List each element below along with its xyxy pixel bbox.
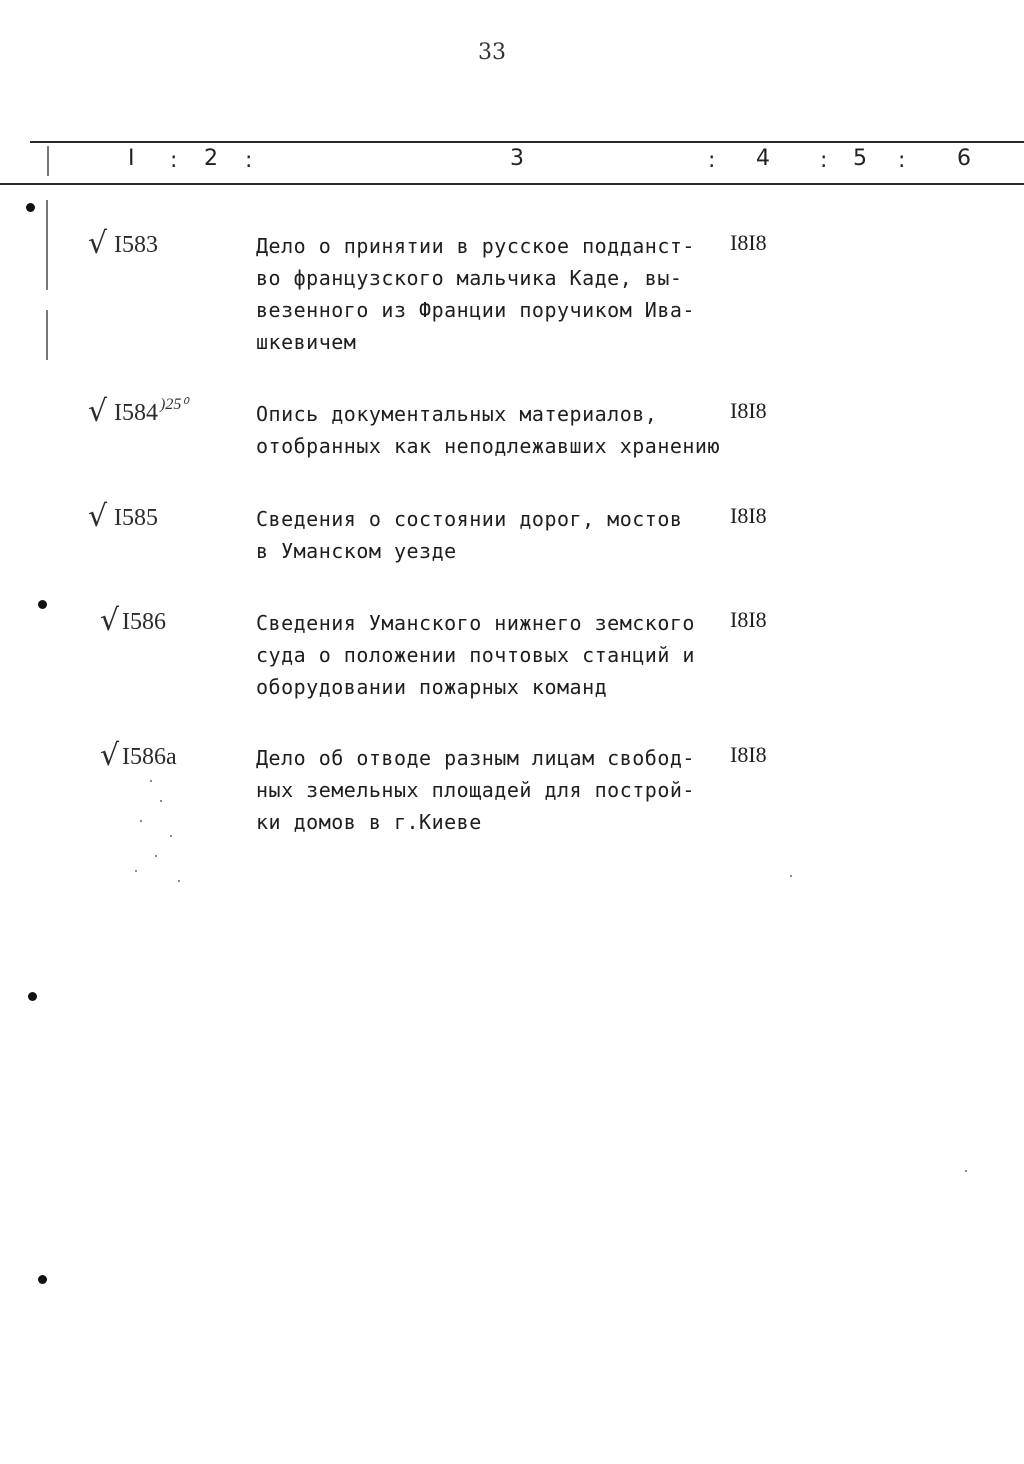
column-header-1: I bbox=[128, 146, 135, 171]
scan-speck bbox=[160, 800, 162, 802]
margin-mark bbox=[46, 200, 48, 290]
margin-mark bbox=[47, 146, 49, 176]
scan-speck bbox=[965, 1170, 967, 1172]
punch-hole-mark bbox=[38, 600, 47, 609]
punch-hole-mark bbox=[38, 1275, 47, 1284]
column-header-row bbox=[0, 146, 1024, 176]
entry-description bbox=[256, 398, 726, 462]
entry-number: I585 bbox=[114, 505, 158, 531]
description-line: везенного из Франции поручиком Ива- bbox=[256, 298, 695, 322]
column-header-5: 5 bbox=[853, 146, 867, 171]
scan-speck bbox=[170, 835, 172, 837]
scan-speck bbox=[140, 820, 142, 822]
description-line: Дело об отводе разным лицам свобод- bbox=[256, 746, 695, 770]
scan-speck bbox=[150, 780, 152, 782]
checkmark-icon: √ bbox=[88, 394, 108, 429]
description-line: отобранных как неподлежавших хранению bbox=[256, 434, 721, 458]
scan-speck bbox=[790, 875, 792, 877]
column-separator: : bbox=[170, 148, 178, 173]
entry-number: I586 bbox=[122, 609, 166, 635]
entry-description bbox=[256, 742, 726, 838]
punch-hole-mark bbox=[28, 992, 37, 1001]
entry-number: I583 bbox=[114, 232, 158, 258]
column-separator: : bbox=[708, 148, 716, 173]
description-line: суда о положении почтовых станций и bbox=[256, 643, 695, 667]
entry-year: I8I8 bbox=[730, 742, 767, 767]
entry-number: I586а bbox=[122, 744, 177, 770]
column-header-4: 4 bbox=[756, 146, 770, 171]
page-number: 33 bbox=[478, 40, 506, 65]
entry-description bbox=[256, 230, 726, 358]
column-header-3: 3 bbox=[510, 146, 524, 171]
margin-mark bbox=[46, 310, 48, 360]
column-header-2: 2 bbox=[204, 146, 218, 171]
description-line: ки домов в г.Киеве bbox=[256, 810, 482, 834]
description-line: ных земельных площадей для построй- bbox=[256, 778, 695, 802]
description-line: шкевичем bbox=[256, 330, 357, 354]
description-line: Сведения Уманского нижнего земского bbox=[256, 611, 695, 635]
table-top-rule bbox=[30, 141, 1024, 143]
entry-year: I8I8 bbox=[730, 607, 767, 632]
checkmark-icon: √ bbox=[100, 603, 120, 638]
handwritten-note: )25⁰ bbox=[160, 396, 188, 413]
scan-speck bbox=[135, 870, 137, 872]
entry-year: I8I8 bbox=[730, 230, 767, 255]
description-line: Сведения о состоянии дорог, мостов bbox=[256, 507, 683, 531]
checkmark-icon: √ bbox=[100, 738, 120, 773]
entry-description bbox=[256, 607, 726, 703]
column-separator: : bbox=[245, 148, 253, 173]
column-separator: : bbox=[898, 148, 906, 173]
description-line: Дело о принятии в русское подданст- bbox=[256, 234, 695, 258]
checkmark-icon: √ bbox=[88, 499, 108, 534]
punch-hole-mark bbox=[26, 203, 35, 212]
scan-speck bbox=[178, 880, 180, 882]
table-header-rule bbox=[0, 183, 1024, 185]
column-header-6: 6 bbox=[957, 146, 971, 171]
description-line: Опись документальных материалов, bbox=[256, 402, 658, 426]
checkmark-icon: √ bbox=[88, 226, 108, 261]
entry-description bbox=[256, 503, 726, 567]
entry-number: I584 bbox=[114, 400, 158, 426]
column-separator: : bbox=[820, 148, 828, 173]
entry-year: I8I8 bbox=[730, 503, 767, 528]
description-line: во французского мальчика Каде, вы- bbox=[256, 266, 683, 290]
entry-year: I8I8 bbox=[730, 398, 767, 423]
description-line: оборудовании пожарных команд bbox=[256, 675, 608, 699]
description-line: в Уманском уезде bbox=[256, 539, 457, 563]
scan-speck bbox=[155, 855, 157, 857]
